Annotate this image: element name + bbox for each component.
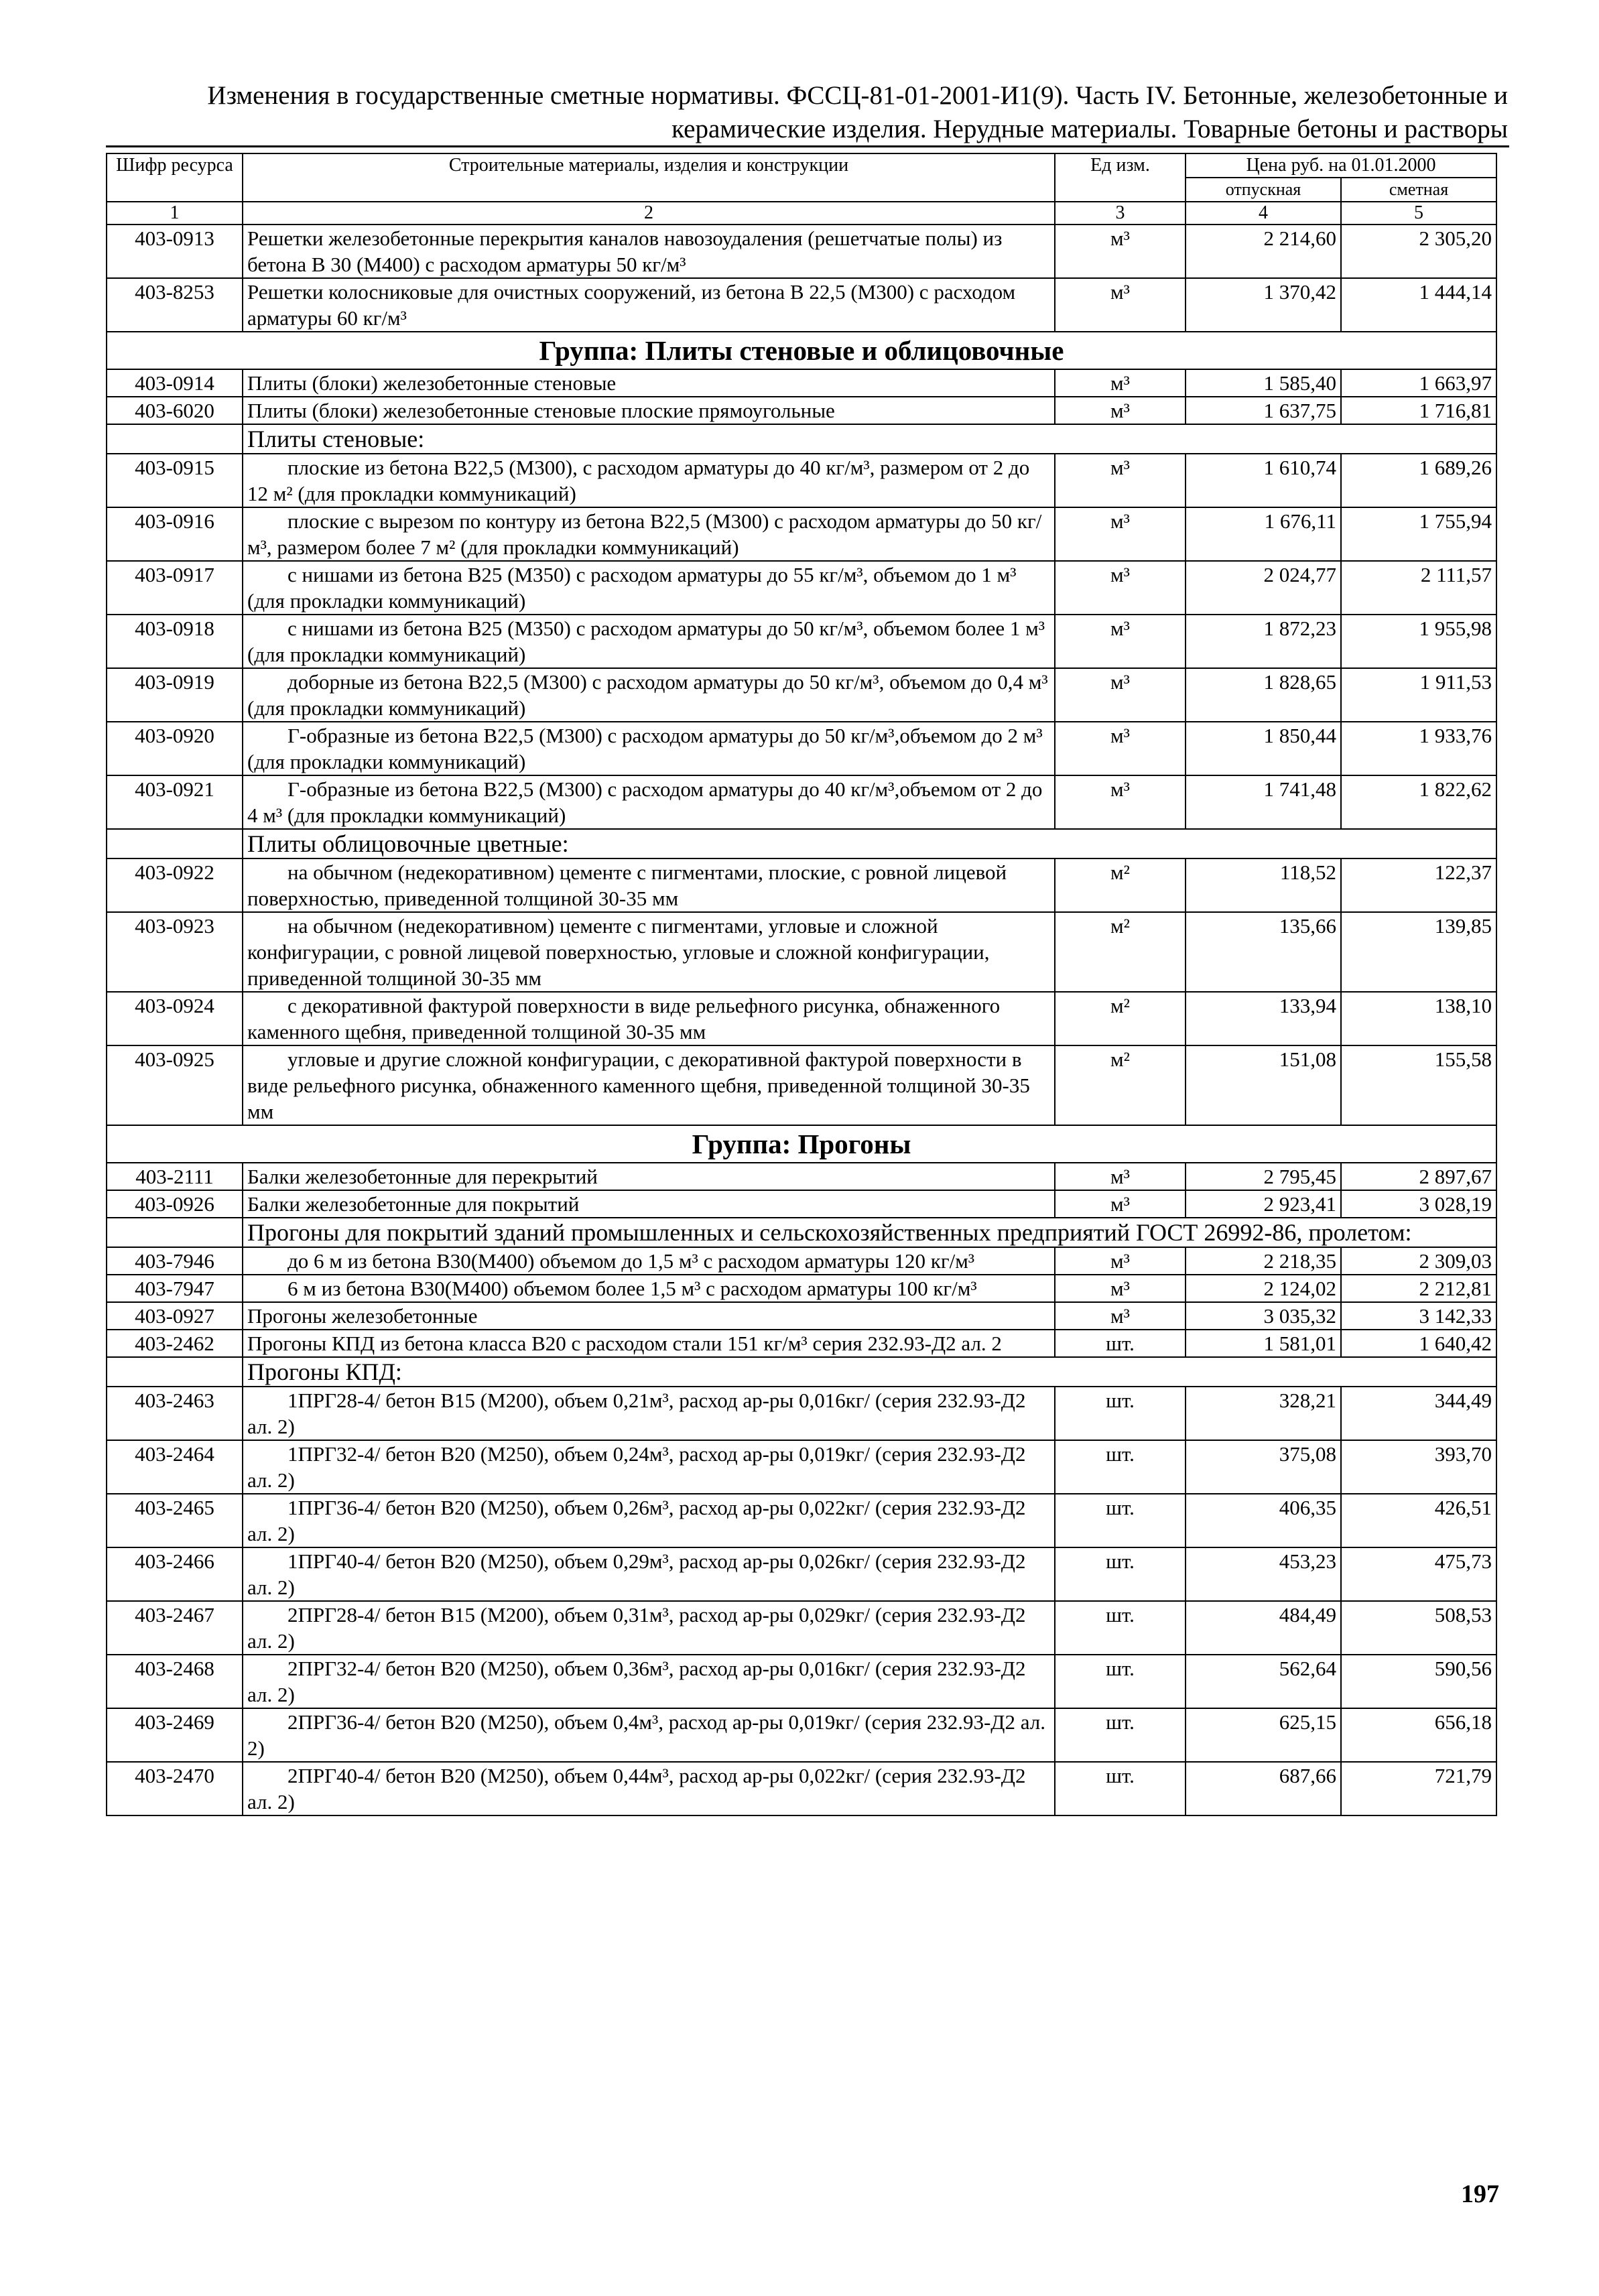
- cell-estimate-price: 2 305,20: [1341, 225, 1496, 278]
- cell-name: плоские с вырезом по контуру из бетона В22,5 (М300) с расходом арматуры до 50 кг/м³, размером более 7 м² (для прокладки коммуникаций): [243, 507, 1055, 561]
- cell-code: 403-0919: [107, 668, 243, 722]
- col-number: 1: [107, 202, 243, 225]
- cell-name: Решетки колосниковые для очистных сооружений, из бетона В 22,5 (М300) с расходом арматуры 60 кг/м³: [243, 278, 1055, 332]
- table-row: [107, 1440, 1496, 1494]
- cell-unit: м²: [1055, 858, 1186, 912]
- cell-code: 403-0924: [107, 992, 243, 1045]
- cell-release-price: 375,08: [1186, 1440, 1341, 1494]
- cell-release-price: 1 637,75: [1186, 397, 1341, 424]
- cell-estimate-price: 1 640,42: [1341, 1330, 1496, 1357]
- header-rule: [106, 145, 1509, 147]
- cell-release-price: 1 581,01: [1186, 1330, 1341, 1357]
- table-row: [107, 1708, 1496, 1762]
- cell-name: 2ПРГ36-4/ бетон В20 (М250), объем 0,4м³, расход ар-ры 0,019кг/ (серия 232.93-Д2 ал. 2): [243, 1708, 1055, 1762]
- subgroup-row: [107, 424, 1496, 454]
- col-number: 3: [1055, 202, 1186, 225]
- cell-estimate-price: 139,85: [1341, 912, 1496, 992]
- cell-unit: м³: [1055, 1190, 1186, 1218]
- cell-estimate-price: 1 911,53: [1341, 668, 1496, 722]
- cell-release-price: 1 741,48: [1186, 775, 1341, 829]
- cell-code: 403-0926: [107, 1190, 243, 1218]
- cell-code: 403-2463: [107, 1387, 243, 1440]
- cell-unit: м²: [1055, 912, 1186, 992]
- cell-estimate-price: 344,49: [1341, 1387, 1496, 1440]
- cell-name: Прогоны железобетонные: [243, 1302, 1055, 1330]
- column-number-row: [107, 202, 1496, 225]
- cell-unit: шт.: [1055, 1708, 1186, 1762]
- cell-estimate-price: 138,10: [1341, 992, 1496, 1045]
- table-row: [107, 992, 1496, 1045]
- cell-name: 2ПРГ32-4/ бетон В20 (М250), объем 0,36м³, расход ар-ры 0,016кг/ (серия 232.93-Д2 ал. 2): [243, 1655, 1055, 1708]
- cell-unit: м³: [1055, 454, 1186, 507]
- cell-release-price: 625,15: [1186, 1708, 1341, 1762]
- table-row: [107, 1190, 1496, 1218]
- cell-release-price: 2 024,77: [1186, 561, 1341, 615]
- cell-code-empty: [107, 1357, 243, 1387]
- cell-estimate-price: 1 822,62: [1341, 775, 1496, 829]
- cell-release-price: 562,64: [1186, 1655, 1341, 1708]
- cell-estimate-price: 3 142,33: [1341, 1302, 1496, 1330]
- cell-code: 403-0913: [107, 225, 243, 278]
- table-row: [107, 1387, 1496, 1440]
- cell-unit: м³: [1055, 775, 1186, 829]
- cell-release-price: 453,23: [1186, 1547, 1341, 1601]
- cell-name: Решетки железобетонные перекрытия каналов навозоудаления (решетчатые полы) из бетона В 30 (М400) с расходом арматуры 50 кг/м³: [243, 225, 1055, 278]
- cell-release-price: 133,94: [1186, 992, 1341, 1045]
- table-row: [107, 1045, 1496, 1125]
- cell-name: Плиты (блоки) железобетонные стеновые плоские прямоугольные: [243, 397, 1055, 424]
- cell-code: 403-0918: [107, 615, 243, 668]
- cell-estimate-price: 3 028,19: [1341, 1190, 1496, 1218]
- cell-code: 403-0923: [107, 912, 243, 992]
- table-row: [107, 1302, 1496, 1330]
- cell-release-price: 328,21: [1186, 1387, 1341, 1440]
- cell-name: плоские из бетона В22,5 (М300), с расходом арматуры до 40 кг/м³, размером от 2 до 12 м² (для прокладки коммуникаций): [243, 454, 1055, 507]
- cell-unit: шт.: [1055, 1440, 1186, 1494]
- cell-name: Плиты (блоки) железобетонные стеновые: [243, 369, 1055, 397]
- cell-code: 403-0925: [107, 1045, 243, 1125]
- cell-estimate-price: 155,58: [1341, 1045, 1496, 1125]
- cell-name: Балки железобетонные для покрытий: [243, 1190, 1055, 1218]
- cell-code-empty: [107, 424, 243, 454]
- table-row: [107, 1601, 1496, 1655]
- cell-release-price: 135,66: [1186, 912, 1341, 992]
- table-row: [107, 1547, 1496, 1601]
- table-row: [107, 858, 1496, 912]
- cell-release-price: 1 872,23: [1186, 615, 1341, 668]
- cell-release-price: 1 370,42: [1186, 278, 1341, 332]
- cell-unit: шт.: [1055, 1494, 1186, 1547]
- cell-code: 403-2468: [107, 1655, 243, 1708]
- cell-unit: м³: [1055, 561, 1186, 615]
- col-header-estimate: сметная: [1341, 178, 1496, 202]
- cell-unit: шт.: [1055, 1762, 1186, 1815]
- cell-release-price: 484,49: [1186, 1601, 1341, 1655]
- cell-name: на обычном (недекоративном) цементе с пигментами, плоские, с ровной лицевой поверхностью, приведенной толщиной 30-35 мм: [243, 858, 1055, 912]
- col-header-unit: Ед изм.: [1055, 153, 1186, 202]
- cell-unit: м³: [1055, 668, 1186, 722]
- col-header-name: Строительные материалы, изделия и конструкции: [243, 153, 1055, 202]
- table-row: [107, 369, 1496, 397]
- col-number: 4: [1186, 202, 1341, 225]
- table-row: [107, 722, 1496, 775]
- cell-unit: м³: [1055, 397, 1186, 424]
- cell-estimate-price: 475,73: [1341, 1547, 1496, 1601]
- cell-estimate-price: 426,51: [1341, 1494, 1496, 1547]
- cell-unit: шт.: [1055, 1655, 1186, 1708]
- table-row: [107, 1163, 1496, 1190]
- cell-release-price: 2 923,41: [1186, 1190, 1341, 1218]
- group-heading-row: [107, 1125, 1496, 1163]
- cell-release-price: 1 828,65: [1186, 668, 1341, 722]
- table-row: [107, 225, 1496, 278]
- cell-release-price: 1 676,11: [1186, 507, 1341, 561]
- cell-name: Балки железобетонные для перекрытий: [243, 1163, 1055, 1190]
- cell-estimate-price: 2 309,03: [1341, 1247, 1496, 1275]
- cell-unit: шт.: [1055, 1547, 1186, 1601]
- cell-estimate-price: 1 755,94: [1341, 507, 1496, 561]
- table-row: [107, 775, 1496, 829]
- cell-unit: м²: [1055, 1045, 1186, 1125]
- cell-unit: шт.: [1055, 1387, 1186, 1440]
- table-row: [107, 1494, 1496, 1547]
- cell-code: 403-6020: [107, 397, 243, 424]
- cell-code-empty: [107, 829, 243, 858]
- subgroup-title: Плиты стеновые:: [243, 424, 1496, 454]
- subgroup-title: Плиты облицовочные цветные:: [243, 829, 1496, 858]
- table-row: [107, 912, 1496, 992]
- cell-release-price: 3 035,32: [1186, 1302, 1341, 1330]
- cell-code: 403-0927: [107, 1302, 243, 1330]
- header-line-1: Изменения в государственные сметные нормативы. ФССЦ-81-01-2001-И1(9). Часть IV. Бетонные, железобетонные и: [207, 81, 1508, 110]
- col-number: 5: [1341, 202, 1496, 225]
- cell-estimate-price: 1 444,14: [1341, 278, 1496, 332]
- cell-unit: шт.: [1055, 1330, 1186, 1357]
- cell-estimate-price: 721,79: [1341, 1762, 1496, 1815]
- cell-unit: м³: [1055, 722, 1186, 775]
- cell-code: 403-7947: [107, 1275, 243, 1302]
- cell-unit: шт.: [1055, 1601, 1186, 1655]
- cell-code: 403-2467: [107, 1601, 243, 1655]
- table-row: [107, 1275, 1496, 1302]
- cell-code: 403-2465: [107, 1494, 243, 1547]
- cell-release-price: 118,52: [1186, 858, 1341, 912]
- cell-unit: м³: [1055, 278, 1186, 332]
- cell-release-price: 1 610,74: [1186, 454, 1341, 507]
- cell-estimate-price: 393,70: [1341, 1440, 1496, 1494]
- table-row: [107, 615, 1496, 668]
- col-header-release: отпускная: [1186, 178, 1341, 202]
- cell-code: 403-0916: [107, 507, 243, 561]
- table-row: [107, 1330, 1496, 1357]
- table-row: [107, 454, 1496, 507]
- cell-unit: м³: [1055, 369, 1186, 397]
- cell-name: 1ПРГ40-4/ бетон В20 (М250), объем 0,29м³, расход ар-ры 0,026кг/ (серия 232.93-Д2 ал. 2): [243, 1547, 1055, 1601]
- cell-code: 403-2470: [107, 1762, 243, 1815]
- subgroup-row: [107, 1357, 1496, 1387]
- group-title: Группа: Прогоны: [107, 1125, 1496, 1163]
- cell-name: 1ПРГ36-4/ бетон В20 (М250), объем 0,26м³, расход ар-ры 0,022кг/ (серия 232.93-Д2 ал. 2): [243, 1494, 1055, 1547]
- cell-unit: м³: [1055, 507, 1186, 561]
- cell-code: 403-0915: [107, 454, 243, 507]
- cell-code: 403-2111: [107, 1163, 243, 1190]
- cell-code: 403-7946: [107, 1247, 243, 1275]
- cell-estimate-price: 1 689,26: [1341, 454, 1496, 507]
- cell-name: 2ПРГ28-4/ бетон В15 (М200), объем 0,31м³, расход ар-ры 0,029кг/ (серия 232.93-Д2 ал. 2): [243, 1601, 1055, 1655]
- cell-name: 6 м из бетона В30(М400) объемом более 1,5 м³ с расходом арматуры 100 кг/м³: [243, 1275, 1055, 1302]
- table-header-row: [107, 153, 1496, 178]
- subgroup-row: [107, 829, 1496, 858]
- cell-release-price: 151,08: [1186, 1045, 1341, 1125]
- cell-estimate-price: 2 111,57: [1341, 561, 1496, 615]
- cell-name: с декоративной фактурой поверхности в виде рельефного рисунка, обнаженного каменного щебня, приведенной толщиной 30-35 мм: [243, 992, 1055, 1045]
- cell-name: 1ПРГ32-4/ бетон В20 (М250), объем 0,24м³, расход ар-ры 0,019кг/ (серия 232.93-Д2 ал. 2): [243, 1440, 1055, 1494]
- cell-name: 2ПРГ40-4/ бетон В20 (М250), объем 0,44м³, расход ар-ры 0,022кг/ (серия 232.93-Д2 ал. 2): [243, 1762, 1055, 1815]
- price-table: [106, 153, 1497, 1816]
- col-header-price: Цена руб. на 01.01.2000: [1186, 153, 1496, 178]
- cell-release-price: 2 124,02: [1186, 1275, 1341, 1302]
- table-row: [107, 668, 1496, 722]
- cell-name: Г-образные из бетона В22,5 (М300) с расходом арматуры до 40 кг/м³,объемом от 2 до 4 м³ (для прокладки коммуникаций): [243, 775, 1055, 829]
- cell-code: 403-8253: [107, 278, 243, 332]
- table-row: [107, 1655, 1496, 1708]
- cell-code: 403-0921: [107, 775, 243, 829]
- cell-unit: м³: [1055, 1275, 1186, 1302]
- cell-release-price: 1 850,44: [1186, 722, 1341, 775]
- cell-code-empty: [107, 1218, 243, 1247]
- cell-name: на обычном (недекоративном) цементе с пигментами, угловые и сложной конфигурации, с ровной лицевой поверхностью, угловые и сложной конфигурации, приведенной толщиной 30-35 мм: [243, 912, 1055, 992]
- page-number: 197: [1461, 2180, 1499, 2208]
- cell-code: 403-2462: [107, 1330, 243, 1357]
- table-row: [107, 1762, 1496, 1815]
- cell-name: угловые и другие сложной конфигурации, с декоративной фактурой поверхности в виде рельефного рисунка, обнаженного каменного щебня, приведенной толщиной 30-35 мм: [243, 1045, 1055, 1125]
- cell-name: 1ПРГ28-4/ бетон В15 (М200), объем 0,21м³, расход ар-ры 0,016кг/ (серия 232.93-Д2 ал. 2): [243, 1387, 1055, 1440]
- cell-code: 403-0922: [107, 858, 243, 912]
- cell-estimate-price: 2 897,67: [1341, 1163, 1496, 1190]
- cell-release-price: 2 218,35: [1186, 1247, 1341, 1275]
- cell-estimate-price: 1 663,97: [1341, 369, 1496, 397]
- cell-name: Прогоны КПД из бетона класса В20 с расходом стали 151 кг/м³ серия 232.93-Д2 ал. 2: [243, 1330, 1055, 1357]
- group-heading-row: [107, 332, 1496, 369]
- table-row: [107, 278, 1496, 332]
- cell-code: 403-2464: [107, 1440, 243, 1494]
- cell-code: 403-0914: [107, 369, 243, 397]
- table-row: [107, 1247, 1496, 1275]
- cell-name: доборные из бетона В22,5 (М300) с расходом арматуры до 50 кг/м³, объемом до 0,4 м³ (для прокладки коммуникаций): [243, 668, 1055, 722]
- cell-name: Г-образные из бетона В22,5 (М300) с расходом арматуры до 50 кг/м³,объемом до 2 м³ (для прокладки коммуникаций): [243, 722, 1055, 775]
- subgroup-title: Прогоны для покрытий зданий промышленных и сельскохозяйственных предприятий ГОСТ 26992-86, пролетом:: [243, 1218, 1496, 1247]
- cell-unit: м³: [1055, 1163, 1186, 1190]
- cell-name: до 6 м из бетона В30(М400) объемом до 1,5 м³ с расходом арматуры 120 кг/м³: [243, 1247, 1055, 1275]
- table-row: [107, 397, 1496, 424]
- col-number: 2: [243, 202, 1055, 225]
- cell-unit: м³: [1055, 225, 1186, 278]
- cell-estimate-price: 2 212,81: [1341, 1275, 1496, 1302]
- cell-estimate-price: 1 933,76: [1341, 722, 1496, 775]
- cell-unit: м³: [1055, 615, 1186, 668]
- cell-code: 403-2466: [107, 1547, 243, 1601]
- cell-estimate-price: 590,56: [1341, 1655, 1496, 1708]
- cell-code: 403-0917: [107, 561, 243, 615]
- cell-estimate-price: 508,53: [1341, 1601, 1496, 1655]
- cell-unit: м³: [1055, 1247, 1186, 1275]
- cell-estimate-price: 1 716,81: [1341, 397, 1496, 424]
- cell-release-price: 687,66: [1186, 1762, 1341, 1815]
- cell-release-price: 2 795,45: [1186, 1163, 1341, 1190]
- cell-estimate-price: 656,18: [1341, 1708, 1496, 1762]
- cell-unit: м³: [1055, 1302, 1186, 1330]
- subgroup-title: Прогоны КПД:: [243, 1357, 1496, 1387]
- cell-release-price: 2 214,60: [1186, 225, 1341, 278]
- cell-release-price: 406,35: [1186, 1494, 1341, 1547]
- cell-unit: м²: [1055, 992, 1186, 1045]
- cell-release-price: 1 585,40: [1186, 369, 1341, 397]
- cell-code: 403-0920: [107, 722, 243, 775]
- group-title: Группа: Плиты стеновые и облицовочные: [107, 332, 1496, 369]
- cell-code: 403-2469: [107, 1708, 243, 1762]
- cell-estimate-price: 1 955,98: [1341, 615, 1496, 668]
- col-header-code: Шифр ресурса: [107, 153, 243, 202]
- cell-name: с нишами из бетона В25 (М350) с расходом арматуры до 50 кг/м³, объемом более 1 м³ (для прокладки коммуникаций): [243, 615, 1055, 668]
- table-row: [107, 507, 1496, 561]
- table-row: [107, 561, 1496, 615]
- header-line-2: керамические изделия. Нерудные материалы. Товарные бетоны и растворы: [671, 115, 1508, 143]
- running-header: [107, 79, 1508, 146]
- cell-name: с нишами из бетона В25 (М350) с расходом арматуры до 55 кг/м³, объемом до 1 м³ (для прокладки коммуникаций): [243, 561, 1055, 615]
- cell-estimate-price: 122,37: [1341, 858, 1496, 912]
- subgroup-row: [107, 1218, 1496, 1247]
